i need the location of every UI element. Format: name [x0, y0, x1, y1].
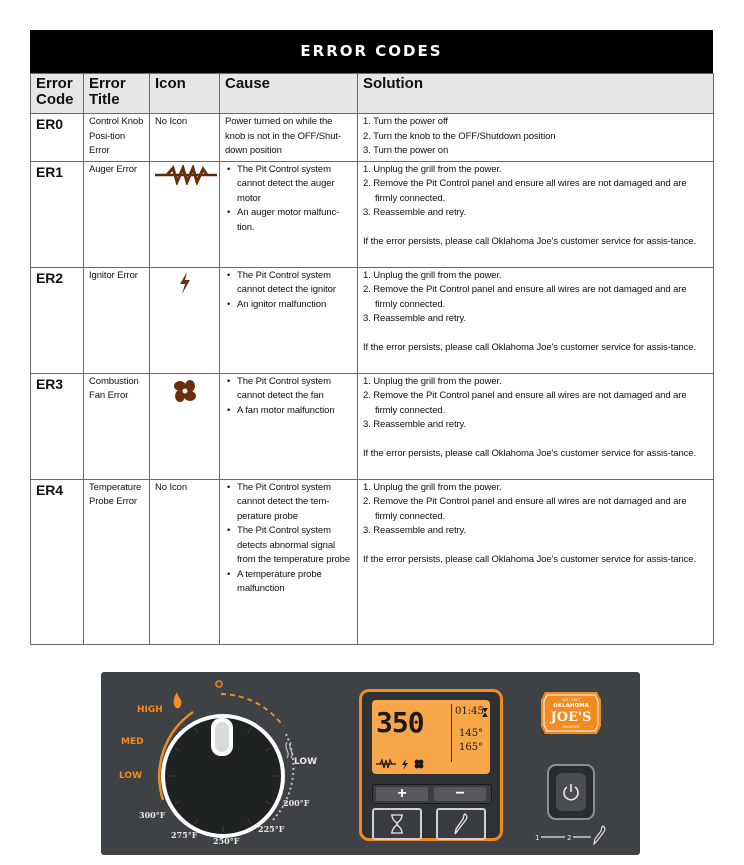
- cause-cell: [220, 479, 358, 644]
- error-title: Ignitor Error: [84, 267, 150, 373]
- pit-control-panel: [101, 672, 640, 855]
- header-cause: Cause: [220, 74, 358, 114]
- solution-step: 3. Reassemble and retry.: [363, 313, 467, 324]
- solution-cell: [358, 267, 714, 373]
- cause-item: • An ignitor malfunction: [225, 298, 352, 313]
- solution-step: 1. Unplug the grill from the power.: [363, 481, 502, 493]
- error-code: ER2: [31, 267, 84, 373]
- oklahoma-joes-logo: [539, 690, 603, 736]
- dial-label-med: MED: [121, 737, 144, 747]
- table-row: [31, 267, 714, 373]
- table-row: [31, 373, 714, 479]
- icon-cell: [150, 267, 220, 373]
- error-title: Combustion Fan Error: [84, 373, 150, 479]
- lcd-status-icons: [376, 758, 436, 770]
- dial-label-low-left: LOW: [119, 771, 142, 781]
- support-note: If the error persists, please call Oklahoma Joe's customer service for assis-tance.: [363, 235, 697, 247]
- display-module: [359, 689, 503, 841]
- off-marker-icon: [216, 681, 222, 687]
- power-icon: [562, 783, 580, 801]
- dial-label-300: 300°F: [139, 810, 166, 820]
- cause-item: • An auger motor malfunc-tion.: [225, 206, 352, 235]
- timer-button[interactable]: [372, 808, 422, 840]
- solution-step: 2. Remove the Pit Control panel and ensure all wires are not damaged and are firmly connected.: [363, 178, 687, 204]
- header-error-title: Error Title: [84, 74, 150, 114]
- solution-cell: [358, 114, 714, 162]
- icon-cell: [150, 161, 220, 267]
- error-code: ER0: [31, 114, 84, 162]
- svg-text:EST. 1987: EST. 1987: [562, 698, 580, 702]
- solution-step: 2. Remove the Pit Control panel and ensure all wires are not damaged and are firmly connected.: [363, 496, 687, 522]
- flame-icon: [174, 692, 182, 708]
- probe-port-icon: [594, 826, 605, 844]
- support-note: If the error persists, please call Oklahoma Joe's customer service for assis-tance.: [363, 447, 697, 459]
- cause-item: • The Pit Control system cannot detect the auger motor: [225, 163, 352, 207]
- table-row: [31, 161, 714, 267]
- probe-icon: [453, 813, 469, 835]
- lightning-icon: [177, 272, 193, 294]
- dial-label-250: 250°F: [213, 836, 240, 846]
- cause-cell: [220, 161, 358, 267]
- cause-text: Power turned on while the knob is not in the OFF/Shut-down position: [220, 114, 358, 162]
- solution-cell: [358, 373, 714, 479]
- error-code: ER4: [31, 479, 84, 644]
- svg-text:JOE'S: JOE'S: [550, 710, 592, 725]
- table-row: [31, 479, 714, 644]
- solution-step: 1. Unplug the grill from the power.: [363, 163, 502, 175]
- cause-item: • The Pit Control system cannot detect the tem-perature probe: [225, 481, 352, 525]
- header-solution: Solution: [358, 74, 714, 114]
- hourglass-icon: [390, 814, 404, 834]
- error-title: Control Knob Posi-tion Error: [84, 114, 150, 162]
- dial-label-275: 275°F: [171, 830, 198, 840]
- solution-step: 3. Reassemble and retry.: [363, 419, 467, 430]
- adjust-buttons: [372, 784, 492, 804]
- lcd-probe1-temp: 145°: [459, 728, 484, 739]
- error-codes-table-section: [30, 30, 713, 645]
- solution-step: 1. Turn the power off: [363, 116, 448, 127]
- lcd-divider: [451, 704, 452, 762]
- lcd-auger-icon: [376, 760, 396, 768]
- error-codes-table: [30, 73, 714, 645]
- cause-item: • The Pit Control system cannot detect the fan: [225, 375, 352, 404]
- minus-button[interactable]: −: [434, 787, 486, 801]
- power-button[interactable]: [547, 764, 595, 820]
- auger-icon: [155, 165, 217, 185]
- solution-step: 1. Unplug the grill from the power.: [363, 375, 502, 387]
- svg-text:SMOKERS: SMOKERS: [562, 725, 580, 729]
- probe-port-1-label: 1: [535, 834, 540, 842]
- no-icon-text: No Icon: [150, 114, 220, 162]
- error-code: ER3: [31, 373, 84, 479]
- solution-step: 2. Remove the Pit Control panel and ensure all wires are not damaged and are firmly connected.: [363, 390, 687, 416]
- dial-label-225: 225°F: [258, 824, 285, 834]
- dial-label-high: HIGH: [137, 705, 163, 715]
- cause-cell: [220, 267, 358, 373]
- probe-button[interactable]: [436, 808, 486, 840]
- cause-item: • The Pit Control system cannot detect the ignitor: [225, 269, 352, 298]
- header-error-code: Error Code: [31, 74, 84, 114]
- probe-ports: [531, 824, 621, 846]
- fan-icon: [172, 378, 198, 404]
- support-note: If the error persists, please call Oklahoma Joe's customer service for assis-tance.: [363, 341, 697, 353]
- dial-label-200: 200°F: [283, 798, 310, 808]
- lcd-screen: [372, 700, 490, 774]
- svg-text:OKLAHOMA: OKLAHOMA: [553, 703, 589, 709]
- lcd-probe2-temp: 165°: [459, 742, 484, 753]
- support-note: If the error persists, please call Oklahoma Joe's customer service for assis-tance.: [363, 553, 697, 565]
- error-title: Auger Error: [84, 161, 150, 267]
- header-icon: Icon: [150, 74, 220, 114]
- solution-step: 3. Reassemble and retry.: [363, 525, 467, 536]
- plus-button[interactable]: +: [376, 787, 428, 801]
- error-code: ER1: [31, 161, 84, 267]
- solution-step: 2. Remove the Pit Control panel and ensure all wires are not damaged and are firmly connected.: [363, 284, 687, 310]
- temperature-dial-graphic: [101, 672, 351, 855]
- dial-label-low-right: LOW: [294, 757, 317, 767]
- lcd-fan-icon: [415, 760, 424, 769]
- solution-cell: [358, 161, 714, 267]
- error-title: Temperature Probe Error: [84, 479, 150, 644]
- table-header-row: [31, 74, 714, 114]
- solution-step: 3. Turn the power on: [363, 145, 449, 156]
- cause-item: • A temperature probe malfunction: [225, 568, 352, 597]
- lcd-main-temperature: 350: [376, 706, 424, 739]
- table-banner: ERROR CODES: [30, 30, 713, 73]
- cause-item: • The Pit Control system detects abnormal signal from the temperature probe: [225, 524, 352, 568]
- no-icon-text: No Icon: [150, 479, 220, 644]
- probe-port-2-label: 2: [567, 834, 572, 842]
- cause-cell: [220, 373, 358, 479]
- solution-step: 3. Reassemble and retry.: [363, 207, 467, 218]
- cause-item: • A fan motor malfunction: [225, 404, 352, 419]
- table-row: [31, 114, 714, 162]
- solution-step: 1. Unplug the grill from the power.: [363, 269, 502, 281]
- solution-step: 2. Turn the knob to the OFF/Shutdown position: [363, 130, 556, 142]
- lcd-hourglass-icon: [482, 708, 488, 717]
- lcd-timer: 01:45: [455, 706, 484, 717]
- lcd-ignitor-icon: [402, 759, 408, 770]
- solution-cell: [358, 479, 714, 644]
- icon-cell: [150, 373, 220, 479]
